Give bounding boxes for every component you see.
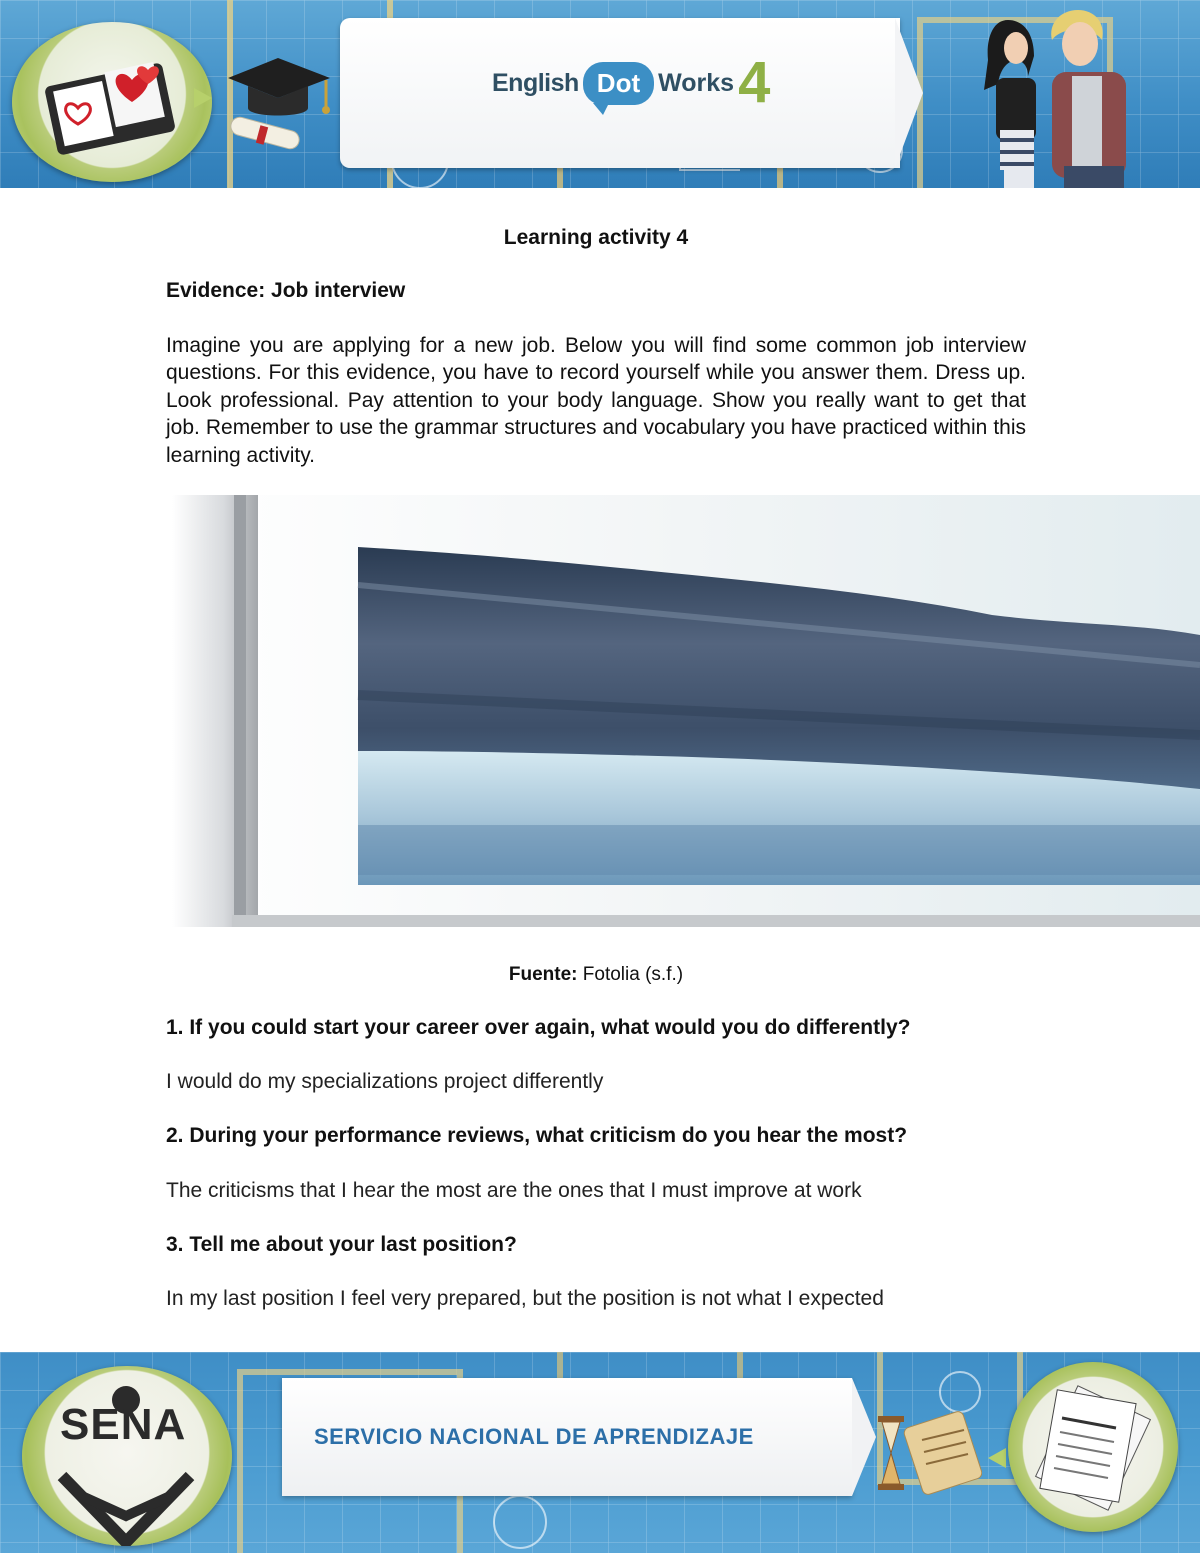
newspaper-icon bbox=[1008, 1362, 1178, 1532]
graduation-cap-icon bbox=[218, 50, 338, 160]
agenda-heart-icon bbox=[12, 22, 212, 182]
activity-title: Learning activity 4 bbox=[503, 226, 689, 249]
question-3: 3. Tell me about your last position? bbox=[166, 1233, 517, 1256]
answer-2: The criticisms that I hear the most are the ones that I must improve at work bbox=[166, 1179, 862, 1202]
footer-right-badge bbox=[1008, 1362, 1178, 1532]
hourglass-scroll-icon bbox=[872, 1410, 982, 1500]
header-title-pad-arrow bbox=[895, 18, 923, 168]
logo-level-number: 4 bbox=[738, 50, 771, 115]
header-left-badge bbox=[12, 22, 212, 182]
intro-paragraph: Imagine you are applying for a new job. Below you will find some common job interview questions. For this evidence, you have to record yourself while you answer them. Dress up. Look professional. Pay attention to your body language. Show you really want to get that job. Remember to use the grammar structures and vocabulary you have practiced within this learning activity. bbox=[166, 334, 1026, 467]
english-dot-works-logo bbox=[492, 48, 770, 118]
sena-logo-icon bbox=[22, 1366, 232, 1546]
answer-1: I would do my specializations project differently bbox=[166, 1070, 604, 1093]
blurred-photo-art bbox=[172, 495, 1200, 927]
logo-english-text: English bbox=[492, 68, 579, 97]
evidence-heading: Evidence: Job interview bbox=[166, 279, 406, 302]
sena-logo-badge bbox=[22, 1366, 232, 1546]
source-label: Fuente: bbox=[508, 964, 578, 985]
logo-dot-bubble: Dot bbox=[583, 62, 654, 105]
logo-works-text: Works bbox=[658, 68, 735, 97]
question-2: 2. During your performance reviews, what criticism do you hear the most? bbox=[166, 1124, 908, 1147]
source-value: Fotolia (s.f.) bbox=[582, 964, 684, 985]
sena-wordmark: SENA bbox=[60, 1400, 187, 1449]
header-banner bbox=[0, 0, 1200, 188]
question-1: 1. If you could start your career over again, what would you do differently? bbox=[166, 1016, 911, 1039]
institution-name: SERVICIO NACIONAL DE APRENDIZAJE bbox=[314, 1424, 754, 1449]
answer-3: In my last position I feel very prepared, but the position is not what I expected bbox=[166, 1287, 884, 1310]
arrow-left-icon bbox=[984, 1446, 1008, 1470]
arrow-right-icon bbox=[190, 86, 214, 110]
characters-illustration bbox=[968, 0, 1168, 188]
image-source-caption bbox=[166, 964, 1026, 986]
blurred-photo bbox=[172, 495, 1200, 927]
